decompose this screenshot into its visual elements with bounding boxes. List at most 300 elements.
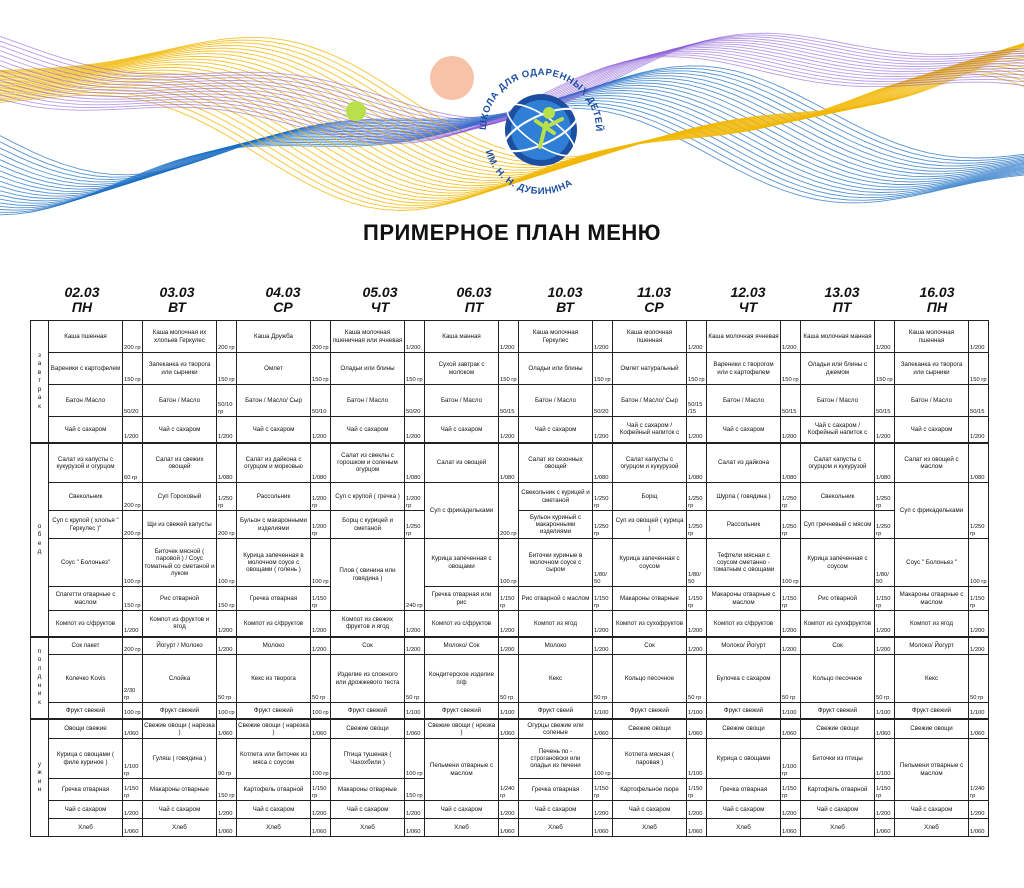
- dish-portion: 1/200: [123, 611, 143, 637]
- dish-name: Чай с сахаром: [331, 801, 405, 819]
- dish-portion: 50 гр: [311, 655, 331, 703]
- page-title: ПРИМЕРНОЕ ПЛАН МЕНЮ: [363, 220, 661, 245]
- dish-portion: 1/250 гр: [593, 483, 613, 511]
- dish-portion: 1/150 гр: [781, 587, 801, 611]
- dish-name: Котлета или биточек из мяса с соусом: [237, 739, 311, 779]
- dish-name: Чай с сахаром / Кофейный напиток с: [613, 417, 687, 443]
- dish-portion: 1/100: [405, 703, 425, 719]
- dish-portion: 150 гр: [217, 353, 237, 385]
- dish-name: Хлеб: [143, 819, 217, 837]
- dish-name: Свежие овощи: [801, 719, 875, 739]
- dish-name: Свежие овощи ( нарезка ): [143, 719, 217, 739]
- dish-portion: 1/060: [217, 719, 237, 739]
- menu-row: [31, 587, 989, 611]
- dish-portion: 1/060: [781, 819, 801, 837]
- dish-name: Чай с сахаром: [707, 417, 781, 443]
- dish-portion: 1/250 гр: [875, 511, 895, 539]
- dish-portion: 1/150 гр: [593, 587, 613, 611]
- dish-portion: 100 гр: [217, 539, 237, 587]
- dish-portion: 2/30 гр: [123, 655, 143, 703]
- dish-portion: 1/100: [687, 703, 707, 719]
- dish-name: Чай с сахаром: [707, 801, 781, 819]
- dish-name: Хлеб: [331, 819, 405, 837]
- day-weekday: ПН: [71, 299, 93, 315]
- dish-name: Котлета мясная ( паровая ): [613, 739, 687, 779]
- dish-portion: 1/080: [405, 443, 425, 483]
- dish-name: Каша пшенная: [49, 321, 123, 353]
- dish-name: Колечко Kovis: [49, 655, 123, 703]
- dish-name: Молоко/ Йогурт: [707, 637, 781, 655]
- menu-row: [31, 539, 989, 587]
- dish-portion: 1/200: [499, 417, 519, 443]
- day-header: [897, 285, 977, 315]
- dish-portion: 50/15: [969, 385, 989, 417]
- dish-name: Щи из свежей капусты: [143, 511, 217, 539]
- dish-portion: 150 гр: [123, 587, 143, 611]
- day-header: [802, 285, 882, 315]
- meal-label: о б е д: [31, 443, 49, 637]
- dish-name: Салат из дайкона с огурцом и морковью: [237, 443, 311, 483]
- dish-name: Макароны отварные с маслом: [895, 587, 969, 611]
- dish-portion: 200 гр: [123, 321, 143, 353]
- dish-name: Макароны отварные: [331, 779, 405, 801]
- dish-portion: 100 гр: [405, 739, 425, 779]
- day-header: [340, 285, 420, 315]
- dish-portion: 1/200: [687, 637, 707, 655]
- dish-name: Хлеб: [425, 819, 499, 837]
- dish-portion: 1/200: [875, 801, 895, 819]
- dish-name: Чай с сахаром: [895, 417, 969, 443]
- dish-portion: 1/060: [875, 719, 895, 739]
- dish-portion: 100 гр: [311, 539, 331, 587]
- dish-name: Сок пакет: [49, 637, 123, 655]
- dish-name: Салат из сезонных овощей: [519, 443, 593, 483]
- dish-name: Салат из капусты с кукурузой и огурцом: [49, 443, 123, 483]
- dish-portion: 60 гр: [123, 443, 143, 483]
- dish-portion: 1/080: [781, 443, 801, 483]
- dish-portion: 1/060: [875, 819, 895, 837]
- day-date: 05.03: [362, 284, 398, 300]
- dish-name: Чай с сахаром: [331, 417, 405, 443]
- dish-name: Фрукт свежий: [801, 703, 875, 719]
- dish-portion: 1/200: [593, 321, 613, 353]
- dish-portion: 50/20: [593, 385, 613, 417]
- svg-text:ИМ. Н. Н. ДУБИНИНА: ИМ. Н. Н. ДУБИНИНА: [482, 148, 575, 198]
- dish-portion: 1/80/ 50: [875, 539, 895, 587]
- dish-portion: 1/060: [405, 719, 425, 739]
- dish-portion: 50 гр: [217, 655, 237, 703]
- dish-portion: 1/200: [593, 801, 613, 819]
- dish-portion: 1/200: [405, 637, 425, 655]
- dish-portion: 1/200: [687, 417, 707, 443]
- dish-portion: 1/060: [593, 719, 613, 739]
- dish-name: Свежие овощи: [331, 719, 405, 739]
- dish-portion: 1/200: [123, 417, 143, 443]
- dish-name: Суп из овощей ( курица ): [613, 511, 687, 539]
- menu-row: [31, 655, 989, 703]
- dish-portion: 100 гр: [969, 539, 989, 587]
- dish-portion: 1/250 гр: [593, 511, 613, 539]
- dish-portion: 1/200 гр: [311, 483, 331, 511]
- dish-portion: 50/15 /15: [687, 385, 707, 417]
- dish-name: Суп с крупой ( хлопья " Геркулес )": [49, 511, 123, 539]
- dish-name: Курица запеченная с овощами: [425, 539, 499, 587]
- dish-name: Курица запеченная с соусом: [613, 539, 687, 587]
- dish-name: Биточки куриные в молочном соусе с сыром: [519, 539, 593, 587]
- dish-name: Спагетти отварные с маслом: [49, 587, 123, 611]
- dish-name: Кольцо песочное: [613, 655, 687, 703]
- dish-name: Салат капусты с огурцом и кукурузой: [801, 443, 875, 483]
- dish-name: Хлеб: [707, 819, 781, 837]
- dish-name: Слойка: [143, 655, 217, 703]
- dish-portion: 1/150 гр: [123, 779, 143, 801]
- dish-portion: 50/20: [405, 385, 425, 417]
- dish-name: Рассольник: [707, 511, 781, 539]
- dish-portion: 200 гр: [123, 483, 143, 511]
- dish-portion: 1/250 гр: [781, 511, 801, 539]
- dish-portion: 50/10: [311, 385, 331, 417]
- dish-name: Салат из овощей с маслом: [895, 443, 969, 483]
- dish-portion: 1/250 гр: [875, 483, 895, 511]
- dish-portion: 50 гр: [969, 655, 989, 703]
- dish-name: Биточек мясной ( паровой ) / Соус томатный со сметаной и луком: [143, 539, 217, 587]
- dish-portion: 1/200: [687, 321, 707, 353]
- dish-name: Салат из свеклы с горошком и соленым огурцом: [331, 443, 405, 483]
- dish-name: Рис отварной: [801, 587, 875, 611]
- dish-name: Гречка отварная: [519, 779, 593, 801]
- dish-name: Чай с сахаром: [425, 801, 499, 819]
- menu-row: [31, 611, 989, 637]
- menu-row: [31, 719, 989, 739]
- day-weekday: СР: [273, 299, 293, 315]
- dish-portion: 1/150 гр: [687, 779, 707, 801]
- dish-name: Суп Гороховый: [143, 483, 217, 511]
- dish-portion: 1/200 гр: [405, 483, 425, 511]
- dish-portion: 1/060: [123, 819, 143, 837]
- dish-name: Тефтели мясная с соусом сметанно - томатным с овощами: [707, 539, 781, 587]
- dish-portion: 1/150 гр: [499, 587, 519, 611]
- day-weekday: ЧТ: [370, 299, 390, 315]
- dish-name: Каша молочная Геркулес: [519, 321, 593, 353]
- dish-portion: 100 гр: [781, 539, 801, 587]
- dish-name: Гречка отварная или рис: [425, 587, 499, 611]
- day-header: [614, 285, 694, 315]
- dish-portion: 1/150 гр: [593, 779, 613, 801]
- dish-name: Печень по - строгановски или оладьи из печени: [519, 739, 593, 779]
- day-header: [708, 285, 788, 315]
- dish-name: Компот из с/фруктов: [237, 611, 311, 637]
- dish-portion: 1/200: [499, 637, 519, 655]
- dish-name: Суп с фрикадельками: [895, 483, 969, 539]
- dish-name: Чай с сахаром: [143, 417, 217, 443]
- menu-row: [31, 739, 989, 779]
- dish-portion: 1/100 гр: [781, 739, 801, 779]
- dish-name: Суп с фрикадельками: [425, 483, 499, 539]
- dish-portion: 1/200: [969, 801, 989, 819]
- dish-name: Сок: [331, 637, 405, 655]
- dish-name: Птица тушеная ( Чахохбили ): [331, 739, 405, 779]
- dish-portion: 50 гр: [405, 655, 425, 703]
- dish-name: Сухой завтрак с молоком: [425, 353, 499, 385]
- day-date: 10.03: [547, 284, 583, 300]
- dish-name: Молоко: [519, 637, 593, 655]
- dish-name: Сок: [613, 637, 687, 655]
- menu-row: [31, 321, 989, 353]
- dish-portion: 1/080: [499, 443, 519, 483]
- dish-portion: 1/100: [969, 703, 989, 719]
- menu-row: [31, 353, 989, 385]
- dish-name: Чай с сахаром: [143, 801, 217, 819]
- dish-name: Свежие овощи ( нрезка ): [425, 719, 499, 739]
- dish-portion: 1/150 гр: [875, 587, 895, 611]
- dish-name: Соус " Болоньез": [49, 539, 123, 587]
- dish-portion: 1/080: [311, 443, 331, 483]
- dish-portion: 200 гр: [217, 321, 237, 353]
- dish-name: Кекс: [895, 655, 969, 703]
- meal-label: з а в т р а к: [31, 321, 49, 443]
- menu-row: [31, 637, 989, 655]
- dish-portion: 1/250 гр: [687, 483, 707, 511]
- dish-portion: 1/200: [593, 637, 613, 655]
- dish-portion: 1/200: [969, 611, 989, 637]
- svg-text:ШКОЛА ДЛЯ ОДАРЕННЫХ ДЕТЕЙ: ШКОЛА ДЛЯ ОДАРЕННЫХ ДЕТЕЙ: [477, 66, 605, 133]
- dish-portion: 1/080: [687, 443, 707, 483]
- day-header: [243, 285, 323, 315]
- dish-name: Батон / Масло: [331, 385, 405, 417]
- menu-row: [31, 483, 989, 511]
- dish-portion: 200 гр: [499, 483, 519, 539]
- dish-name: Чай с сахаром: [519, 417, 593, 443]
- dish-name: Свежие овощи: [613, 719, 687, 739]
- dish-name: Свекольник: [801, 483, 875, 511]
- dish-name: Бульон с макаронными изделиями: [237, 511, 311, 539]
- dish-name: Батон / Масло: [895, 385, 969, 417]
- dish-portion: 1/200: [217, 611, 237, 637]
- dish-portion: 50/15: [781, 385, 801, 417]
- dish-name: Рис отварной с маслом: [519, 587, 593, 611]
- dish-name: Хлеб: [895, 819, 969, 837]
- dish-portion: 1/200: [311, 611, 331, 637]
- menu-row: [31, 819, 989, 837]
- dish-portion: 200 гр: [217, 511, 237, 539]
- dish-name: Компот из сухофруктов: [613, 611, 687, 637]
- menu-row: [31, 443, 989, 483]
- dish-name: Оладьи или блины: [519, 353, 593, 385]
- dish-portion: 1/060: [311, 819, 331, 837]
- dish-name: Молоко/ Йогурт: [895, 637, 969, 655]
- dish-name: Макароны отварные: [143, 779, 217, 801]
- dish-portion: 240 гр: [405, 539, 425, 611]
- dish-name: Кондитерское изделие п/ф: [425, 655, 499, 703]
- dish-portion: 1/200: [499, 321, 519, 353]
- dish-portion: 1/100: [499, 703, 519, 719]
- menu-row: [31, 801, 989, 819]
- dish-name: Фрукт свежий: [143, 703, 217, 719]
- dish-portion: 1/060: [969, 719, 989, 739]
- dish-name: Свежие овощи: [707, 719, 781, 739]
- dish-portion: 1/060: [311, 719, 331, 739]
- day-weekday: ВТ: [556, 299, 574, 315]
- dish-name: Хлеб: [237, 819, 311, 837]
- dish-portion: 50 гр: [781, 655, 801, 703]
- dish-portion: 150 гр: [405, 353, 425, 385]
- dish-portion: 1/240 гр: [499, 739, 519, 801]
- dish-portion: 1/200: [593, 417, 613, 443]
- dish-name: Салат из овощей: [425, 443, 499, 483]
- dish-name: Фрукт свеий: [519, 703, 593, 719]
- dish-portion: 150 гр: [687, 353, 707, 385]
- day-date: 04.03: [265, 284, 301, 300]
- dish-name: Хлеб: [49, 819, 123, 837]
- menu-row: [31, 417, 989, 443]
- dish-name: Овощи свежие: [49, 719, 123, 739]
- dish-portion: 1/250 гр: [781, 483, 801, 511]
- dish-name: Хлеб: [519, 819, 593, 837]
- day-date: 03.03: [159, 284, 195, 300]
- dish-portion: 1/200: [217, 637, 237, 655]
- dish-portion: 1/200: [217, 417, 237, 443]
- dish-name: Оладьи или блины: [331, 353, 405, 385]
- dish-portion: 1/250 гр: [969, 483, 989, 539]
- dish-name: Борщ с курицей и сметаной: [331, 511, 405, 539]
- dish-name: Фрукт свежий: [895, 703, 969, 719]
- dish-name: Чай с сахаром: [49, 417, 123, 443]
- dish-name: Курица запеченная с соусом: [801, 539, 875, 587]
- dish-portion: 1/200: [405, 417, 425, 443]
- dish-name: Гуляш ( говядина ): [143, 739, 217, 779]
- dish-name: Гречка отварная: [237, 587, 311, 611]
- dish-portion: 1/150 гр: [781, 779, 801, 801]
- dish-name: Гречка отварная: [707, 779, 781, 801]
- dish-name: Суп с крупой ( гречка ): [331, 483, 405, 511]
- dish-name: Вареники с творогом или с картофелем: [707, 353, 781, 385]
- dish-portion: 1/200: [969, 417, 989, 443]
- day-header: [525, 285, 605, 315]
- dish-portion: 100 гр: [311, 703, 331, 719]
- dish-portion: 50/20: [123, 385, 143, 417]
- dish-name: Соус " Болоньез ": [895, 539, 969, 587]
- dish-portion: 1/200: [687, 801, 707, 819]
- dish-portion: 1/060: [687, 719, 707, 739]
- dish-portion: 1/100: [875, 739, 895, 779]
- dish-name: Каша манная: [425, 321, 499, 353]
- meal-label: п о л д н и к: [31, 637, 49, 719]
- dish-portion: 1/060: [781, 719, 801, 739]
- dish-portion: 50 гр: [875, 655, 895, 703]
- dish-name: Компот из фруктов и ягод: [143, 611, 217, 637]
- dish-name: Йогурт / Молоко: [143, 637, 217, 655]
- dish-portion: 1/200: [405, 611, 425, 637]
- dish-name: Фрукт свежий: [613, 703, 687, 719]
- dish-portion: 1/200 гр: [311, 511, 331, 539]
- dish-name: Батон / Масло: [707, 385, 781, 417]
- dish-name: Компот из ягод: [895, 611, 969, 637]
- dish-name: Компот из с/фруктов: [707, 611, 781, 637]
- dish-name: Свежие овощи ( нарезка ): [237, 719, 311, 739]
- dish-portion: 1/200: [499, 801, 519, 819]
- dish-portion: 200 гр: [123, 637, 143, 655]
- dish-portion: 1/200: [781, 417, 801, 443]
- day-header: [137, 285, 217, 315]
- dish-name: Каша молочная пшеничная или ячневая: [331, 321, 405, 353]
- dish-name: Кекс из творога: [237, 655, 311, 703]
- dish-name: Каша молочная пшенная: [613, 321, 687, 353]
- dish-name: Картофель отварной: [237, 779, 311, 801]
- dish-name: Изделие из слоеного или дрожжевого теста: [331, 655, 405, 703]
- dish-name: Свекольник: [49, 483, 123, 511]
- dish-name: Чай с сахаром: [801, 801, 875, 819]
- dish-portion: 150 гр: [123, 353, 143, 385]
- dish-portion: 1/200: [217, 801, 237, 819]
- dish-portion: 150 гр: [875, 353, 895, 385]
- dish-portion: 1/100: [687, 739, 707, 779]
- dish-name: Биточки из птицы: [801, 739, 875, 779]
- day-weekday: ПН: [926, 299, 948, 315]
- dish-name: Батон / Масло: [801, 385, 875, 417]
- dish-name: Компот из свежих фруктов и ягод: [331, 611, 405, 637]
- dish-portion: 150 гр: [969, 353, 989, 385]
- dish-name: Вареники с картофелем: [49, 353, 123, 385]
- dish-portion: 1/060: [217, 819, 237, 837]
- dish-portion: 1/200: [875, 637, 895, 655]
- date-header: [0, 285, 1024, 319]
- day-date: 13.03: [824, 284, 860, 300]
- day-date: 16.03: [919, 284, 955, 300]
- dish-portion: 1/200: [969, 637, 989, 655]
- dish-portion: 1/200: [405, 801, 425, 819]
- dish-name: Молоко/ Сок: [425, 637, 499, 655]
- dish-portion: 1/80/ 50: [687, 539, 707, 587]
- dish-portion: 1/200: [875, 611, 895, 637]
- dish-name: Молоко: [237, 637, 311, 655]
- dish-name: Шурпа ( говядина ): [707, 483, 781, 511]
- dish-portion: 150 гр: [311, 353, 331, 385]
- dish-portion: 150 гр: [781, 353, 801, 385]
- dish-name: Компот из сухофруктов: [801, 611, 875, 637]
- dish-portion: 1/150 гр: [311, 587, 331, 611]
- dish-portion: 1/200: [687, 611, 707, 637]
- dish-portion: 1/200: [311, 417, 331, 443]
- dish-portion: 1/250 гр: [687, 511, 707, 539]
- dish-name: Чай с сахаром: [237, 801, 311, 819]
- dish-portion: 1/060: [499, 819, 519, 837]
- dish-portion: 1/100: [593, 703, 613, 719]
- dish-portion: 1/060: [687, 819, 707, 837]
- dish-portion: 1/080: [969, 443, 989, 483]
- dish-portion: 1/080: [875, 443, 895, 483]
- dish-name: Чай с сахаром / Кофейный напиток с: [801, 417, 875, 443]
- dish-name: Картофель отварной: [801, 779, 875, 801]
- dish-name: Хлеб: [613, 819, 687, 837]
- lime-circle: [346, 101, 366, 121]
- dish-name: Чай с сахаром: [237, 417, 311, 443]
- dish-portion: 1/250 гр: [217, 483, 237, 511]
- dish-portion: 100 гр: [593, 739, 613, 779]
- day-date: 11.03: [637, 284, 671, 300]
- day-header: [42, 285, 122, 315]
- dish-name: Рис отварной: [143, 587, 217, 611]
- dish-portion: 1/080: [593, 443, 613, 483]
- dish-portion: 1/200: [123, 801, 143, 819]
- dish-portion: 100 гр: [123, 703, 143, 719]
- dish-name: Запеканка из творога или сырники: [143, 353, 217, 385]
- dish-portion: 50 гр: [593, 655, 613, 703]
- dish-name: Каша Дружба: [237, 321, 311, 353]
- dish-portion: 1/200: [781, 637, 801, 655]
- dish-portion: 1/100 гр: [123, 739, 143, 779]
- dish-portion: 150 гр: [217, 587, 237, 611]
- dish-portion: 1/100: [781, 703, 801, 719]
